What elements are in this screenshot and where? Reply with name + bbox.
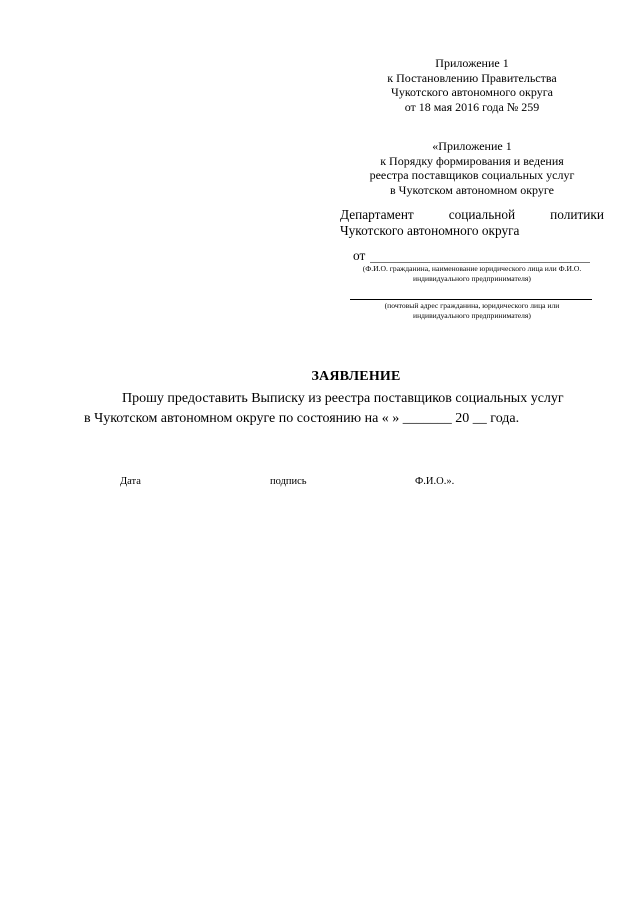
postal-address-hint [340,301,604,321]
document-title: ЗАЯВЛЕНИЕ [311,369,401,384]
appendix-inner-line: в Чукотском автономном округе [390,182,554,197]
hint-line: (почтовый адрес гражданина, юридического лица или [384,301,560,310]
recipient-block [340,207,604,239]
appendix-header-line: Чукотского автономного округа [391,85,553,99]
hint-line: индивидуального предпринимателя) [413,311,531,320]
applicant-name-field[interactable] [370,262,590,263]
appendix-header-line: к Постановлению Правительства [387,70,557,85]
appendix-inner-line: «Приложение 1 [432,139,512,153]
from-label: от [353,248,366,263]
appendix-inner-line: реестра поставщиков социальных услуг [369,168,575,182]
appendix-header [340,56,604,114]
date-label: Дата [120,476,141,487]
applicant-name-hint [340,264,604,284]
signature-label: подпись [270,476,307,487]
hint-line: индивидуального предпринимателя) [413,274,531,283]
appendix-inner [340,139,604,197]
appendix-header-line: от 18 мая 2016 года № 259 [404,99,540,114]
appendix-header-line: Приложение 1 [435,56,509,70]
request-text-line: в Чукотском автономном округе по состоянию на « » _______ 20 __ года. [84,411,520,426]
request-text-line: Прошу предоставить Выписку из реестра поставщиков социальных услуг [122,391,564,406]
appendix-inner-line: к Порядку формирования и ведения [380,153,564,168]
hint-line: (Ф.И.О. гражданина, наименование юридического лица или Ф.И.О. [362,264,582,273]
recipient-line: Департамент социальной политики [340,207,604,222]
postal-address-field[interactable] [350,299,592,300]
recipient-line: Чукотского автономного округа [340,223,520,238]
fio-label: Ф.И.О.». [415,476,455,487]
